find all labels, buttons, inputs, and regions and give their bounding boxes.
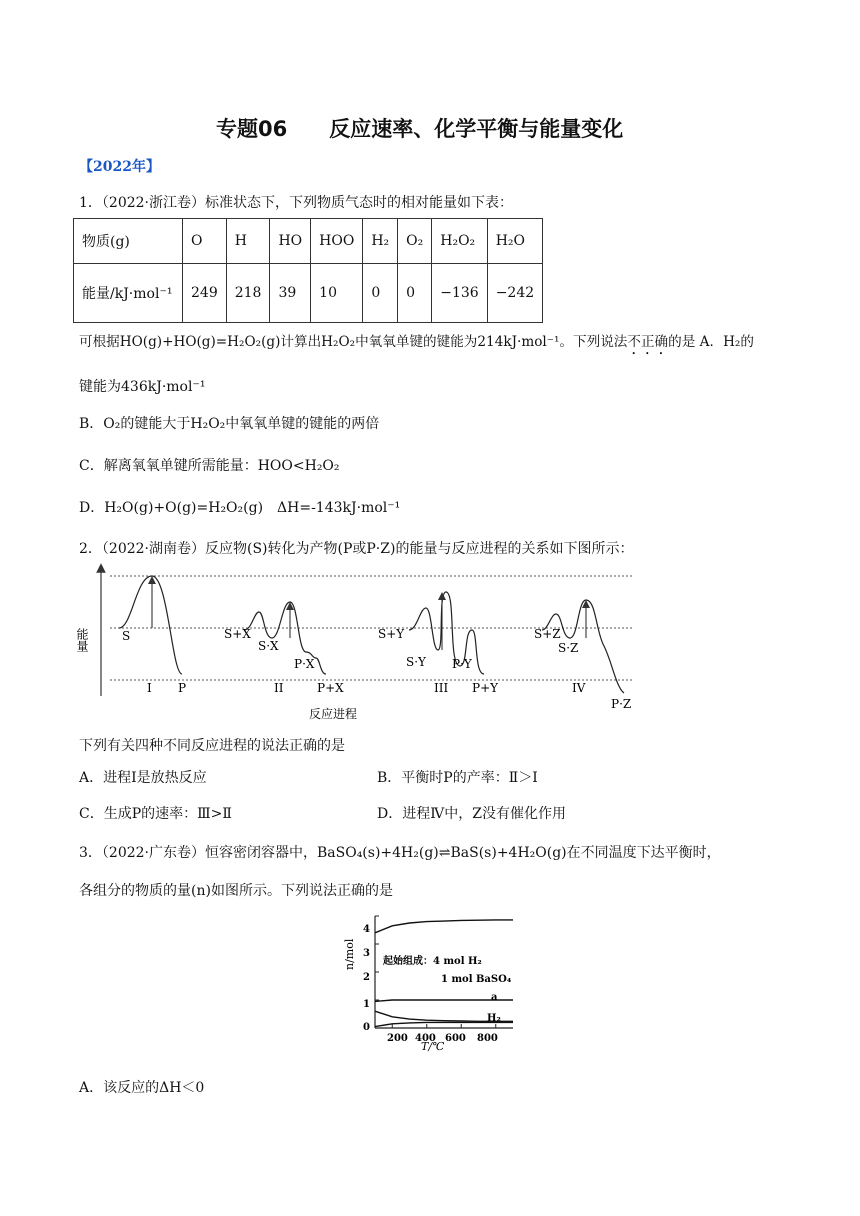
table-cell: H₂ bbox=[363, 219, 398, 264]
table-header-row bbox=[74, 219, 543, 264]
q3-intro-cont: 各组分的物质的量(n)如图所示。下列说法正确的是 bbox=[79, 883, 393, 899]
diagram-label: S·X bbox=[258, 639, 279, 653]
diagram-label: P+X bbox=[317, 681, 344, 695]
y-tick-label: 1 bbox=[363, 999, 370, 1010]
diagram-label: P+Y bbox=[472, 681, 499, 695]
diagram-label: S·Y bbox=[406, 655, 426, 669]
table-cell: 能量/kJ·mol⁻¹ bbox=[74, 264, 183, 323]
x-tick-label: 200 bbox=[387, 1033, 408, 1044]
diagram-label: P·Y bbox=[452, 657, 472, 671]
y-tick-label: 3 bbox=[363, 948, 370, 959]
table-cell: O₂ bbox=[398, 219, 432, 264]
q1-intro: 1．（2022·浙江卷）标准状态下，下列物质气态时的相对能量如下表： bbox=[79, 195, 513, 211]
table-cell: 0 bbox=[398, 264, 432, 323]
series-label-a: a bbox=[491, 992, 498, 1003]
series-label-h2: H₂ bbox=[487, 1013, 501, 1024]
q2-option-b: B．平衡时P的产率：Ⅱ＞Ⅰ bbox=[377, 770, 538, 786]
diagram-label: I bbox=[147, 681, 152, 695]
diagram-label: S·Z bbox=[558, 641, 579, 655]
diagram-label: S+Z bbox=[534, 627, 561, 641]
diagram-label: S+Y bbox=[378, 627, 405, 641]
curve-IV bbox=[542, 600, 624, 693]
table-cell: H₂O bbox=[487, 219, 542, 264]
table-cell: 0 bbox=[363, 264, 398, 323]
table-cell: HOO bbox=[311, 219, 363, 264]
table-cell: H₂O₂ bbox=[432, 219, 487, 264]
q1-option-b: B．O₂的键能大于H₂O₂中氧氧单键的键能的两倍 bbox=[79, 416, 380, 432]
table-cell: −136 bbox=[432, 264, 487, 323]
q2-option-c: C．生成P的速率：Ⅲ>Ⅱ bbox=[79, 806, 232, 822]
diagram-label: S bbox=[122, 629, 131, 643]
q2-intro: 2．（2022·湖南卷）反应物(S)转化为产物(P或P·Z)的能量与反应进程的关系如下图所示： bbox=[79, 541, 634, 557]
table-cell: 10 bbox=[311, 264, 363, 323]
diagram-label: S+X bbox=[224, 627, 251, 641]
y-tick-label: 2 bbox=[363, 972, 370, 983]
table-cell: HO bbox=[270, 219, 311, 264]
chart-plot-area bbox=[375, 916, 513, 1028]
diagram-label: P·Z bbox=[611, 697, 632, 711]
table-cell: H bbox=[226, 219, 270, 264]
q1-statement-cont: 键能为436kJ·mol⁻¹ bbox=[79, 379, 206, 395]
curve-I bbox=[119, 576, 182, 674]
q2-option-d: D．进程Ⅳ中，Z没有催化作用 bbox=[377, 806, 566, 822]
diagram-label: IV bbox=[572, 681, 586, 695]
q1-statement: 可根据HO(g)+HO(g)=H₂O₂(g)计算出H₂O₂中氧氧单键的键能为214kJ·mol⁻¹。下列说法不正确的是 A．H₂的 bbox=[79, 334, 754, 350]
page-title: 专题06 反应速率、化学平衡与能量变化 bbox=[216, 117, 624, 141]
emphasis-text: 不正确 bbox=[627, 334, 669, 350]
q3-option-a: A．该反应的ΔH＜0 bbox=[79, 1080, 205, 1096]
energy-profile-diagram bbox=[74, 562, 654, 722]
table-row bbox=[74, 264, 543, 323]
table-cell: 39 bbox=[270, 264, 311, 323]
equilibrium-chart bbox=[335, 908, 525, 1068]
table-cell: −242 bbox=[487, 264, 542, 323]
chart-annotation: 1 mol BaSO₄ bbox=[441, 974, 512, 985]
y-tick-label: 0 bbox=[363, 1022, 370, 1033]
y-tick-label: 4 bbox=[363, 924, 370, 935]
diagram-label: P·X bbox=[294, 657, 315, 671]
diagram-label: III bbox=[434, 681, 449, 695]
q1-option-d: D．H₂O(g)+O(g)=H₂O₂(g) ΔH=-143kJ·mol⁻¹ bbox=[79, 500, 401, 516]
q1-option-c: C．解离氧氧单键所需能量：HOO<H₂O₂ bbox=[79, 458, 340, 474]
chart-y-label: n/mol bbox=[343, 938, 356, 970]
energy-table bbox=[73, 218, 543, 323]
series-line-curve-1 bbox=[375, 920, 513, 933]
y-axis-label: 能量 bbox=[75, 628, 89, 652]
x-tick-label: 600 bbox=[445, 1033, 466, 1044]
x-tick-label: 400 bbox=[415, 1033, 436, 1044]
diagram-label: II bbox=[274, 681, 284, 695]
table-cell: 218 bbox=[226, 264, 270, 323]
chart-x-label: T/℃ bbox=[421, 1040, 445, 1053]
year-tag: 【2022年】 bbox=[79, 159, 160, 175]
table-cell: O bbox=[183, 219, 227, 264]
x-tick-label: 800 bbox=[477, 1033, 498, 1044]
diagram-label: P bbox=[178, 681, 187, 695]
q3-intro: 3．（2022·广东卷）恒容密闭容器中，BaSO₄(s)+4H₂(g)⇌BaS(s)+4H₂O(g)在不同温度下达平衡时， bbox=[79, 845, 721, 861]
x-axis-label: 反应进程 bbox=[309, 707, 358, 721]
q2-option-a: A．进程Ⅰ是放热反应 bbox=[79, 770, 207, 786]
table-cell: 物质(g) bbox=[74, 219, 183, 264]
q2-stem: 下列有关四种不同反应进程的说法正确的是 bbox=[79, 738, 345, 754]
table-cell: 249 bbox=[183, 264, 227, 323]
chart-annotation: 起始组成：4 mol H₂ bbox=[383, 956, 482, 967]
